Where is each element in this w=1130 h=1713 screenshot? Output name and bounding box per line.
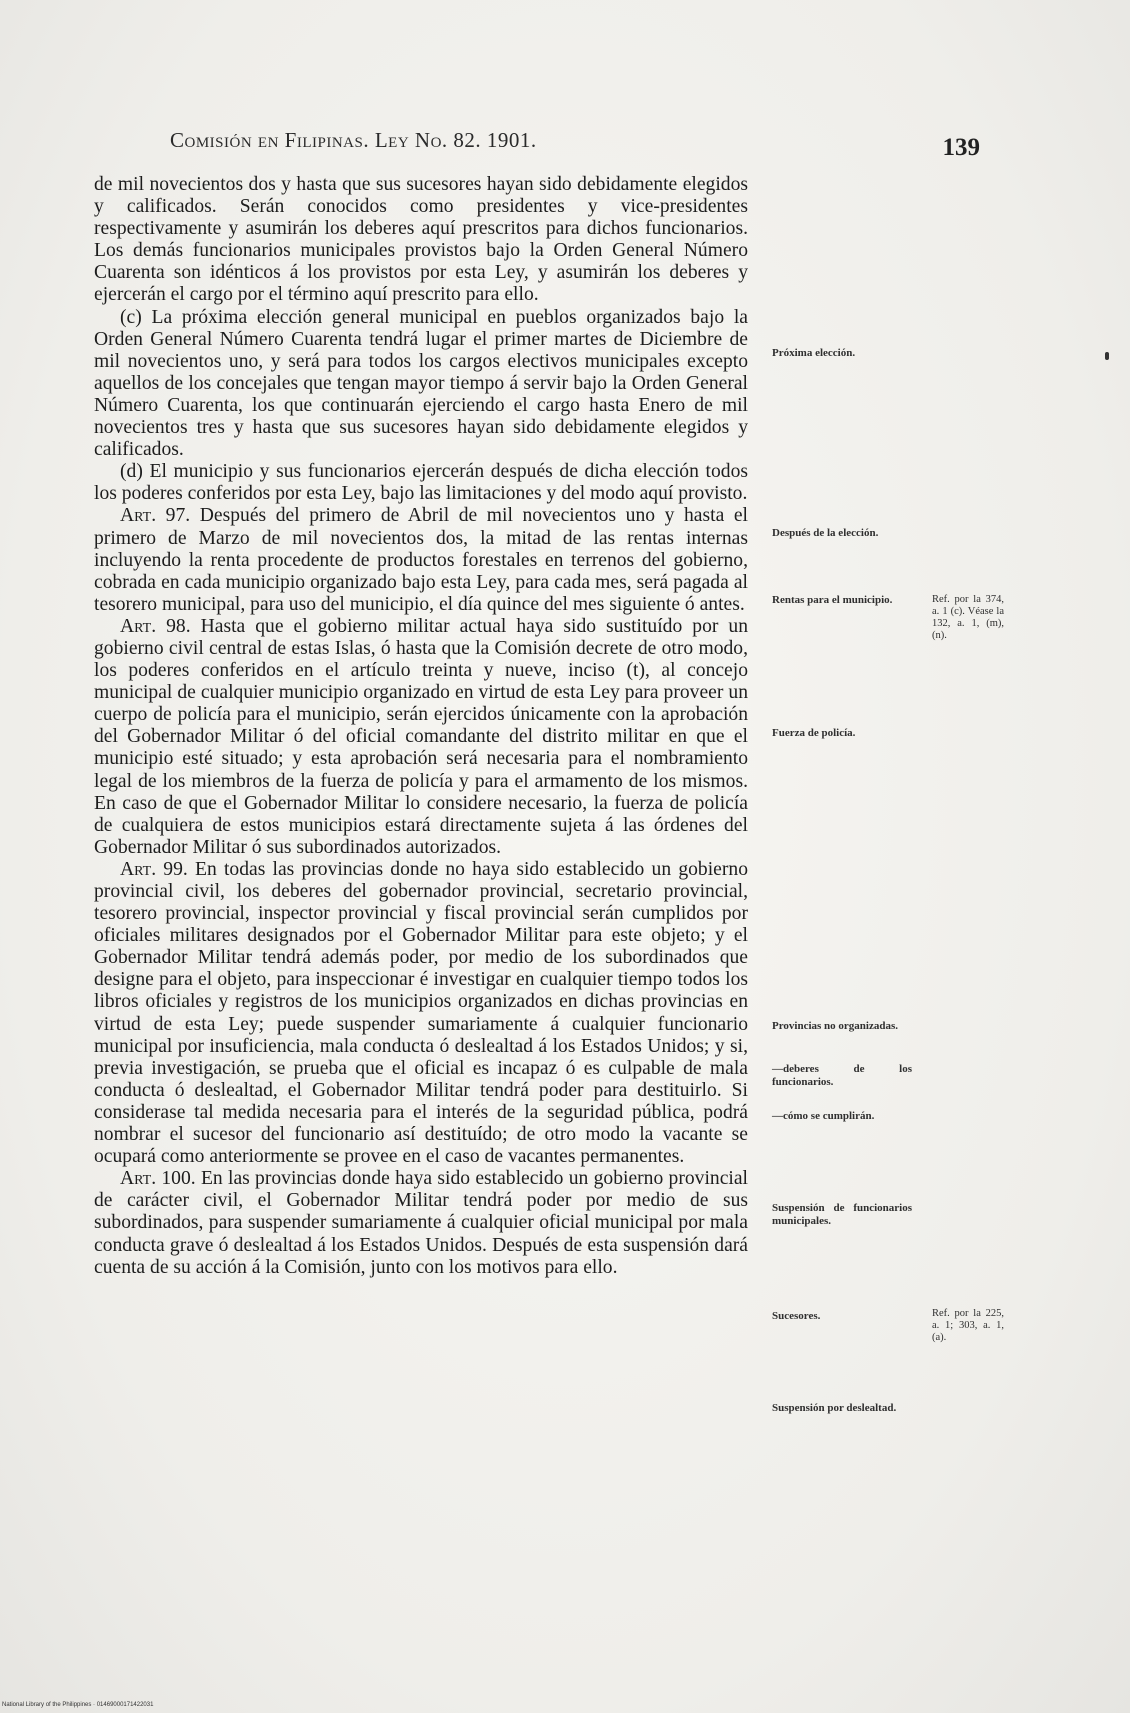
article-number: Art. 98.: [120, 615, 191, 637]
margin-note-como-cumpliran: —cómo se cumplirán.: [772, 1110, 875, 1122]
scan-footer: National Library of the Philippines · 01469000171422031: [2, 1702, 154, 1708]
article-98: [94, 616, 748, 859]
article-97: [94, 505, 748, 615]
running-header: Comisión en Filipinas. Ley No. 82. 1901.: [170, 128, 537, 152]
margin-note-deberes: —deberes de los funcionarios.: [772, 1063, 912, 1088]
article-text: Hasta que el gobierno militar actual haya sido sustituído por un gobierno civil central de estas Islas, ó hasta que la Comisión decrete de otro modo, los poderes conferidos en el artículo treinta y nueve, inciso (t), al concejo municipal de cualquier municipio organizado en virtud de esta Ley para proveer un cuerpo de policía para el municipio, serán ejercidos únicamente con la aprobación del Gobernador Militar ó del oficial comandante del distrito militar en que el municipio esté situado; y esta aprobación será necesaria para el nombramiento legal de los miembros de la fuerza de policía y para el armamento de los mismos. En caso de que el Gobernador Militar lo considere necesario, la fuerza de policía de cualquiera de estos municipios estará directamente sujeta á las órdenes del Gobernador Militar ó sus subordinados autorizados.: [94, 615, 748, 858]
article-number: Art. 100.: [120, 1168, 196, 1190]
margin-reference-97: Ref. por la 374, a. 1 (c). Véase la 132, a. 1, (m), (n).: [932, 594, 1004, 641]
article-text: En las provincias donde haya sido establecido un gobierno provincial de carácter civil, el Gobernador Militar tendrá poder por medio de sus subordinados, para suspender sumariamente á cualquier oficial municipal por mala conducta grave ó deslealtad á los Estados Unidos. Después de esta suspensión dará cuenta de su acción á la Comisión, junto con los motivos para ello.: [94, 1168, 748, 1278]
paragraph-d: (d) El municipio y sus funcionarios ejercerán después de dicha elección todos los poderes conferidos por esta Ley, bajo las limitaciones y del modo aquí provisto.: [94, 461, 748, 505]
margin-note-despues-eleccion: Después de la elección.: [772, 527, 879, 539]
article-number: Art. 97.: [120, 505, 191, 527]
article-text: En todas las provincias donde no haya sido establecido un gobierno provincial civil, los deberes del gobernador provincial, secretario provincial, tesorero provincial, inspector provincial y fiscal provincial serán cumplidos por oficiales militares designados por el Gobernador Militar para este objeto; y el Gobernador Militar tendrá además poder, por medio de los subordinados que designe para el objeto, para inspeccionar é investigar en cualquier tiempo todos los libros oficiales y registros de los municipios organizados en dichas provincias en virtud de esta Ley; puede suspender sumariamente á cualquier funcionario municipal por insuficiencia, mala conducta ó deslealtad á los Estados Unidos; y si, previa investigación, se prueba que el oficial es incapaz ó es culpable de mala conducta ó deslealtad, el Gobernador Militar tendrá poder para destituirlo. Si considerase tal medida necesaria para el interés de la seguridad pública, podrá nombrar el sucesor del funcionario así destituído; de otro modo la vacante se ocupará como anteriormente se provee en el caso de vacantes permanentes.: [94, 858, 748, 1168]
margin-note-sucesores: Sucesores.: [772, 1310, 821, 1322]
margin-note-fuerza-policia: Fuerza de policía.: [772, 727, 856, 739]
margin-note-provincias: Provincias no organizadas.: [772, 1020, 899, 1032]
paragraph-continuation: de mil novecientos dos y hasta que sus sucesores hayan sido debidamente elegidos y calificados. Serán conocidos como presidentes y vice-presidentes respectivamente y asumirán los deberes aquí prescritos para dichos funcionarios. Los demás funcionarios municipales provistos bajo la Orden General Número Cuarenta son idénticos á los provistos por esta Ley, y asumirán los deberes y ejercerán el cargo por el término aquí prescrito para ello.: [94, 174, 748, 306]
margin-note-proxima-eleccion: Próxima elección.: [772, 347, 856, 359]
body-text: [94, 174, 748, 1279]
margin-note-suspension: Suspensión de funcionarios municipales.: [772, 1202, 912, 1227]
article-number: Art. 99.: [120, 858, 188, 880]
article-100: [94, 1168, 748, 1278]
paragraph-c: (c) La próxima elección general municipal en pueblos organizados bajo la Orden General Número Cuarenta tendrá lugar el primer martes de Diciembre de mil novecientos uno, y será para todos los cargos electivos municipales excepto aquellos de los concejales que tengan mayor tiempo á servir bajo la Orden General Número Cuarenta, los que continuarán ejerciendo el cargo hasta Enero de mil novecientos tres y hasta que sus sucesores hayan sido debidamente elegidos y calificados.: [94, 306, 748, 461]
page-number: 139: [942, 134, 980, 161]
scan-speck: [1105, 352, 1109, 360]
margin-note-rentas: Rentas para el municipio.: [772, 594, 893, 606]
margin-note-suspension-deslealtad: Suspensión por deslealtad.: [772, 1402, 897, 1414]
article-99: [94, 859, 748, 1168]
margin-reference-99: Ref. por la 225, a. 1; 303, a. 1, (a).: [932, 1308, 1004, 1343]
article-text: Después del primero de Abril de mil novecientos uno y hasta el primero de Marzo de mil novecientos dos, la mitad de las rentas internas incluyendo la renta procedente de productos forestales en terrenos del gobierno, cobrada en cada municipio organizado bajo esta Ley, para cada mes, será pagada al tesorero municipal, para uso del municipio, el día quince del mes siguiente ó antes.: [94, 505, 748, 615]
